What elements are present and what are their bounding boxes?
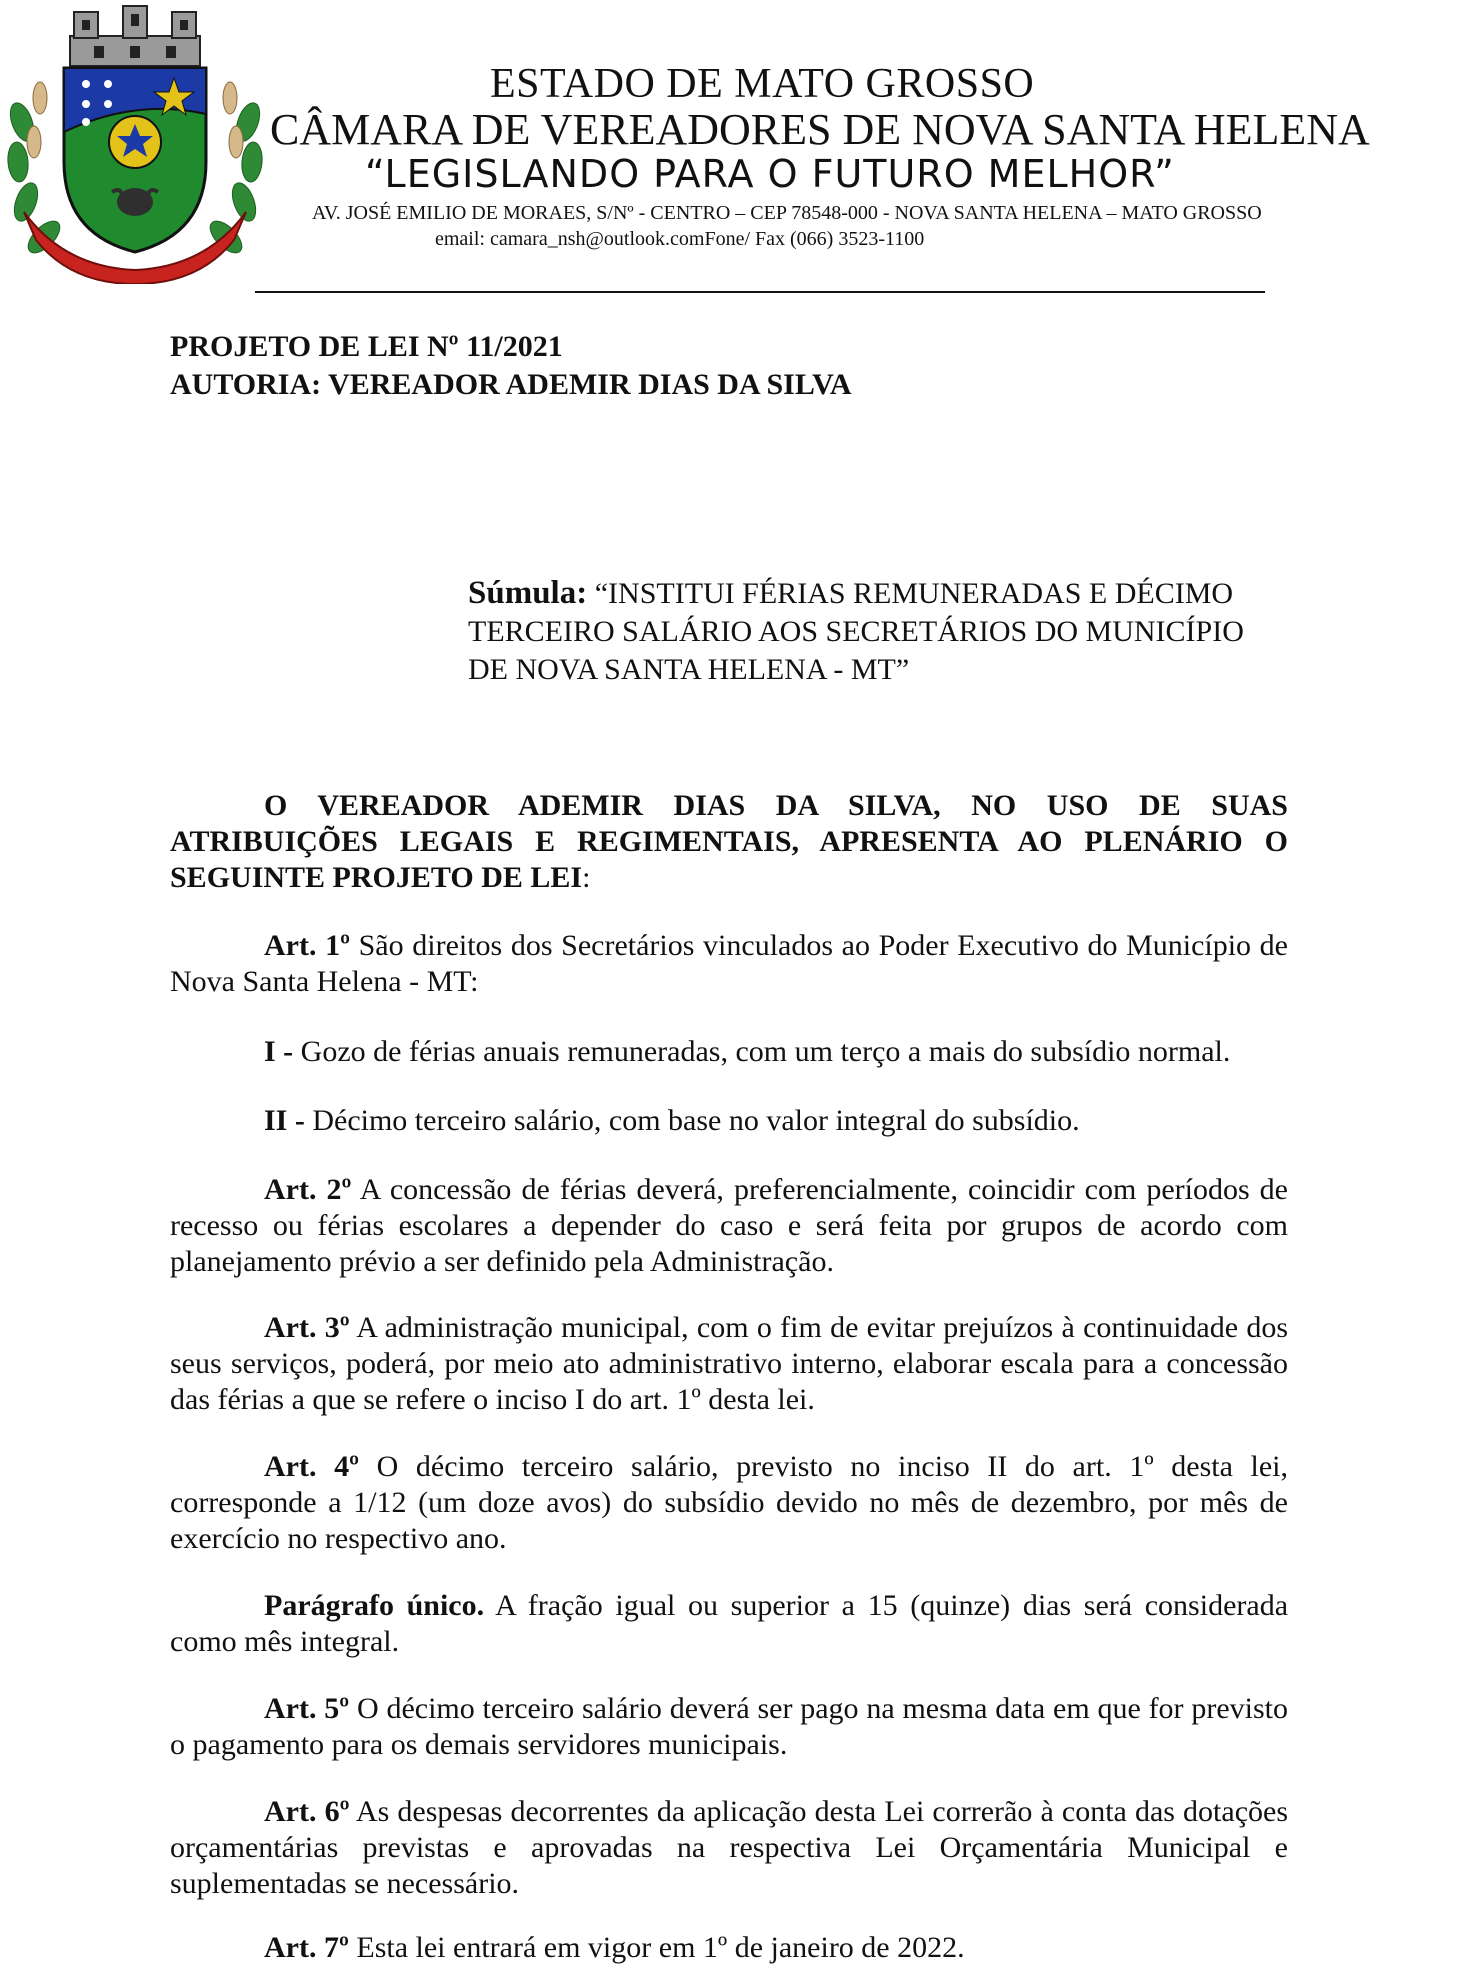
inciso-text: Gozo de férias anuais remuneradas, com um terço a mais do subsídio normal. — [293, 1035, 1231, 1068]
inciso-text: Décimo terceiro salário, com base no valor integral do subsídio. — [304, 1104, 1080, 1137]
header-chamber-title: CÂMARA DE VEREADORES DE NOVA SANTA HELENA — [270, 105, 1370, 154]
header-state-title: ESTADO DE MATO GROSSO — [490, 61, 1035, 107]
paragraph-text: A fração igual ou superior a 15 (quinze) dias será considerada como mês integral. — [170, 1589, 1289, 1658]
paragraph-label: Parágrafo único. — [264, 1589, 485, 1622]
preamble-text: O VEREADOR ADEMIR DIAS DA SILVA, NO USO DE SUAS ATRIBUIÇÕES LEGAIS E REGIMENTAIS, APRESENTA AO PLENÁRIO O SEGUINTE PROJETO DE LEI — [170, 789, 1288, 894]
article-label: Art. 7º — [264, 1931, 349, 1964]
sumula-label: Súmula: — [468, 575, 588, 611]
article-1 — [170, 928, 1288, 1000]
sumula-text: “INSTITUI FÉRIAS REMUNERADAS E DÉCIMO TERCEIRO SALÁRIO AOS SECRETÁRIOS DO MUNICÍPIO DE NOVA SANTA HELENA - MT” — [468, 577, 1244, 686]
article-label: Art. 5º — [264, 1692, 350, 1725]
sumula-block — [468, 574, 1290, 689]
project-number: PROJETO DE LEI Nº 11/2021 — [170, 330, 563, 363]
article-text: O décimo terceiro salário, previsto no inciso II do art. 1º desta lei, corresponde a 1/12 (um doze avos) do subsídio devido no mês de dezembro, por mês de exercício no respectivo ano. — [170, 1450, 1288, 1555]
paragrafo-unico — [170, 1588, 1288, 1660]
article-text: O décimo terceiro salário deverá ser pago na mesma data em que for previsto o pagamento para os demais servidores municipais. — [170, 1692, 1289, 1761]
header-contact: email: camara_nsh@outlook.comFone/ Fax (066) 3523-1100 — [435, 228, 925, 250]
article-label: Art. 6º — [264, 1795, 350, 1828]
article-7 — [170, 1930, 1288, 1966]
article-2 — [170, 1172, 1288, 1280]
article-5 — [170, 1691, 1288, 1763]
inciso-label: II - — [264, 1104, 305, 1137]
article-label: Art. 1º — [264, 929, 350, 962]
header-address: AV. JOSÉ EMILIO DE MORAES, S/Nº - CENTRO – CEP 78548-000 - NOVA SANTA HELENA – MATO GROSSO — [312, 202, 1262, 224]
inciso-1 — [264, 1034, 1294, 1070]
article-4 — [170, 1449, 1288, 1557]
article-text: As despesas decorrentes da aplicação desta Lei correrão à conta das dotações orçamentárias previstas e aprovadas na respectiva Lei Orçamentária Municipal e suplementadas se necessário. — [170, 1795, 1288, 1900]
header-motto: “LEGISLANDO PARA O FUTURO MELHOR” — [365, 152, 1175, 196]
article-text: Esta lei entrará em vigor em 1º de janeiro de 2022. — [348, 1931, 965, 1964]
inciso-2 — [264, 1103, 1294, 1139]
article-label: Art. 3º — [264, 1311, 350, 1344]
article-text: São direitos dos Secretários vinculados ao Poder Executivo do Município de Nova Santa Helena - MT: — [170, 929, 1288, 998]
article-text: A concessão de férias deverá, preferencialmente, coincidir com períodos de recesso ou férias escolares a depender do caso e será feita por grupos de acordo com planejamento prévio a ser definido pela Administração. — [170, 1173, 1288, 1278]
article-3 — [170, 1310, 1288, 1418]
header-divider — [255, 291, 1265, 293]
article-text: A administração municipal, com o fim de evitar prejuízos à continuidade dos seus serviços, poderá, por meio ato administrativo interno, elaborar escala para a concessão das férias a que se refere o inciso I do art. 1º desta lei. — [170, 1311, 1289, 1416]
preamble-colon: : — [582, 861, 591, 894]
project-heading — [170, 328, 852, 404]
project-author: AUTORIA: VEREADOR ADEMIR DIAS DA SILVA — [170, 368, 852, 401]
inciso-label: I - — [264, 1035, 294, 1068]
article-label: Art. 4º — [264, 1450, 359, 1483]
preamble-paragraph — [170, 788, 1288, 896]
municipal-coat-of-arms-icon — [4, 2, 266, 284]
article-6 — [170, 1794, 1288, 1902]
article-label: Art. 2º — [264, 1173, 352, 1206]
